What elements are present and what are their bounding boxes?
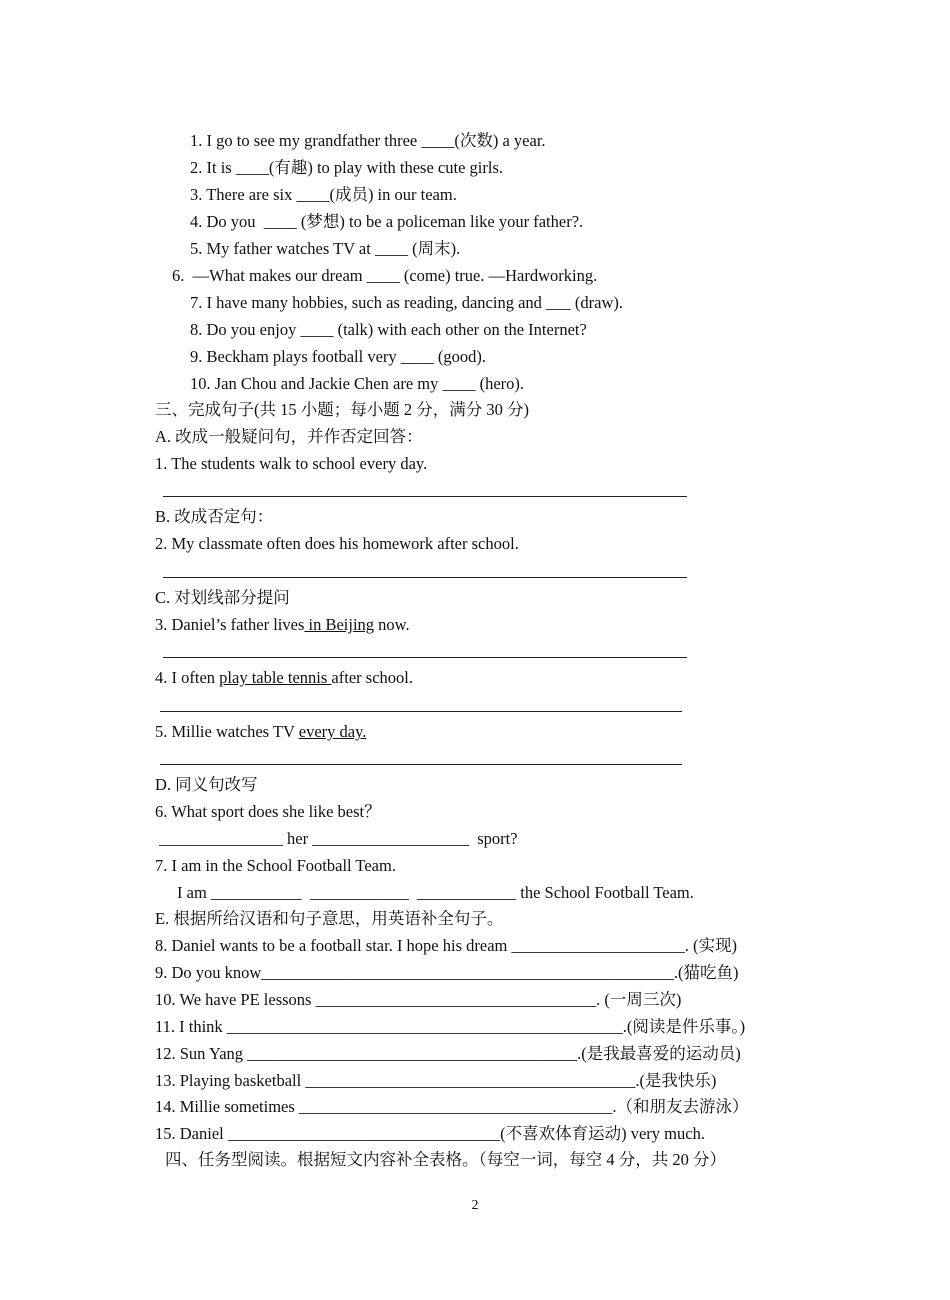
question-text: 15. Daniel _________________________________(不喜欢体育运动) very much.	[155, 1124, 705, 1143]
subsection-heading: C. 对划线部分提问	[155, 588, 290, 607]
question-text: 12. Sun Yang ________________________________________.(是我最喜爱的运动员)	[155, 1044, 741, 1063]
subsection-heading: E. 根据所给汉语和句子意思，用英语补全句子。	[155, 909, 504, 928]
exercise-item: 10. Jan Chou and Jackie Chen are my ____ (hero).	[190, 374, 525, 393]
question-text: 8. Daniel wants to be a football star. I hope his dream _____________________. (实现)	[155, 936, 737, 955]
answer-line	[163, 496, 687, 497]
exercise-item: 9. Beckham plays football very ____ (good).	[190, 347, 487, 366]
answer-line	[160, 764, 682, 765]
page-number: 2	[471, 1198, 479, 1213]
exercise-item: 4. Do you ____ (梦想) to be a policeman like your father?.	[190, 212, 584, 231]
rewrite-line: I am ___________ ____________ ____________ the School Football Team.	[177, 883, 694, 902]
question-suffix: after school.	[331, 668, 413, 687]
exercise-item: 2. It is ____(有趣) to play with these cute girls.	[190, 158, 503, 177]
question-text	[155, 615, 410, 635]
subsection-heading: D. 同义句改写	[155, 775, 258, 794]
underlined-phrase: every day.	[298, 722, 367, 741]
exercise-item: 7. I have many hobbies, such as reading, dancing and ___ (draw).	[190, 293, 623, 312]
question-prefix: 4. I often	[155, 668, 220, 687]
exercise-item: 8. Do you enjoy ____ (talk) with each other on the Internet?	[190, 320, 587, 339]
answer-line	[160, 711, 682, 712]
question-text	[155, 722, 366, 742]
underlined-phrase: play table tennis	[219, 668, 332, 687]
exercise-item: 6. —What makes our dream ____ (come) true. —Hardworking.	[172, 266, 598, 285]
section-heading: 四、任务型阅读。根据短文内容补全表格。（每空一词，每空 4 分，共 20 分）	[165, 1150, 726, 1169]
question-text: 11. I think ________________________________________________.(阅读是件乐事。)	[155, 1017, 746, 1036]
question-prefix: 3. Daniel’s father lives	[155, 615, 305, 634]
exercise-item: 1. I go to see my grandfather three ____(次数) a year.	[190, 131, 546, 150]
question-text: 2. My classmate often does his homework after school.	[155, 534, 519, 553]
question-text: 10. We have PE lessons __________________________________. (一周三次)	[155, 990, 682, 1009]
exercise-item: 3. There are six ____(成员) in our team.	[190, 185, 457, 204]
question-text: 13. Playing basketball ________________________________________.(是我快乐)	[155, 1071, 717, 1090]
section-heading: 三、完成句子(共 15 小题；每小题 2 分，满分 30 分)	[155, 400, 529, 419]
question-text	[155, 668, 413, 688]
underlined-phrase: in Beijing	[304, 615, 375, 634]
question-prefix: 5. Millie watches TV	[155, 722, 299, 741]
answer-line	[163, 577, 687, 578]
subsection-heading: A. 改成一般疑问句，并作否定回答：	[155, 427, 423, 446]
question-text: 1. The students walk to school every day.	[155, 454, 428, 473]
question-text: 7. I am in the School Football Team.	[155, 856, 396, 875]
answer-line	[163, 657, 687, 658]
rewrite-line: _______________ her ___________________ sport?	[155, 829, 518, 848]
question-text: 14. Millie sometimes ______________________________________.（和朋友去游泳）	[155, 1097, 749, 1116]
subsection-heading: B. 改成否定句：	[155, 507, 274, 526]
question-text: 6. What sport does she like best？	[155, 802, 381, 821]
exercise-item: 5. My father watches TV at ____ (周末).	[190, 239, 461, 258]
question-suffix: now.	[374, 615, 410, 634]
question-text: 9. Do you know__________________________________________________.(猫吃鱼)	[155, 963, 739, 982]
